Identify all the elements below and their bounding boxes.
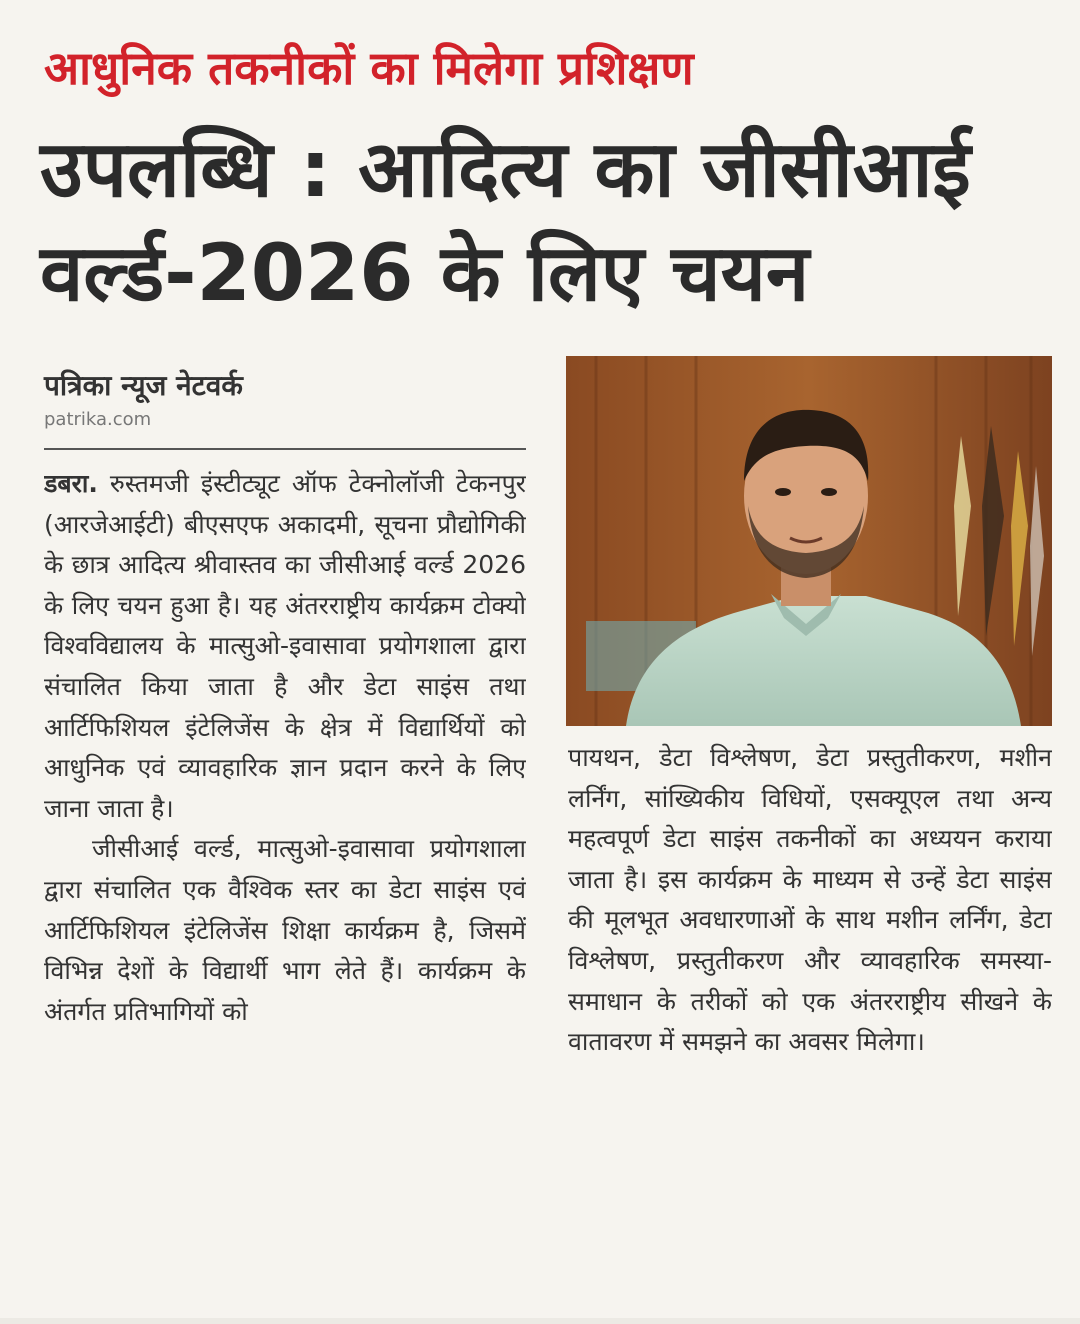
paragraph-1-text: रुस्तमजी इंस्टीट्यूट ऑफ टेक्नोलॉजी टेकनपुर (आरजेआईटी) बीएसएफ अकादमी, सूचना प्रौद्योगिकी के छात्र आदित्य श्रीवास्तव का जीसीआई वर्ल्ड 2026 के लिए चयन हुआ है। यह अंतरराष्ट्रीय कार्यक्रम टोक्यो विश्वविद्यालय के मात्सुओ-इवासावा प्रयोगशाला द्वारा संचालित किया जाता है और डेटा साइंस तथा आर्टिफिशियल इंटेलिजेंस के क्षेत्र में विद्यार्थियों को आधुनिक एवं व्यावहारिक ज्ञान प्रदान करने के लिए जाना जाता है। [44,469,526,823]
article-kicker: आधुनिक तकनीकों का मिलेगा प्रशिक्षण [44,41,694,95]
article-column-left [44,464,526,1294]
page-bottom-edge [0,1318,1080,1324]
article-headline: उपलब्धि : आदित्य का जीसीआई वर्ल्ड-2026 के लिए चयन [40,125,971,319]
byline-agency: पत्रिका न्यूज नेटवर्क [44,369,243,402]
byline-website: patrika.com [44,409,152,430]
byline-divider [44,448,526,450]
article-paragraph-3: पायथन, डेटा विश्लेषण, डेटा प्रस्तुतीकरण, मशीन लर्निंग, सांख्यिकीय विधियों, एसक्यूएल तथा अन्य महत्वपूर्ण डेटा साइंस तकनीकों का अध्ययन कराया जाता है। इस कार्यक्रम के माध्यम से उन्हें डेटा साइंस की मूलभूत अवधारणाओं के साथ मशीन लर्निंग, डेटा विश्लेषण, प्रस्तुतीकरण और व्यावहारिक समस्या-समाधान के तरीकों को एक अंतरराष्ट्रीय सीखने के वातावरण में समझने का अवसर मिलेगा। [568,743,1052,1057]
news-photo [566,356,1052,726]
student-portrait-photo [566,356,1052,726]
article-column-right [568,738,1052,1298]
dateline: डबरा. [44,469,98,498]
byline [44,366,524,432]
article-paragraph-1 [44,464,526,829]
article-paragraph-2: जीसीआई वर्ल्ड, मात्सुओ-इवासावा प्रयोगशाला द्वारा संचालित एक वैश्विक स्तर का डेटा साइंस एवं आर्टिफिशियल इंटेलिजेंस शिक्षा कार्यक्रम है, जिसमें विभिन्न देशों के विद्यार्थी भाग लेते हैं। कार्यक्रम के अंतर्गत प्रतिभागियों को [44,834,526,1026]
